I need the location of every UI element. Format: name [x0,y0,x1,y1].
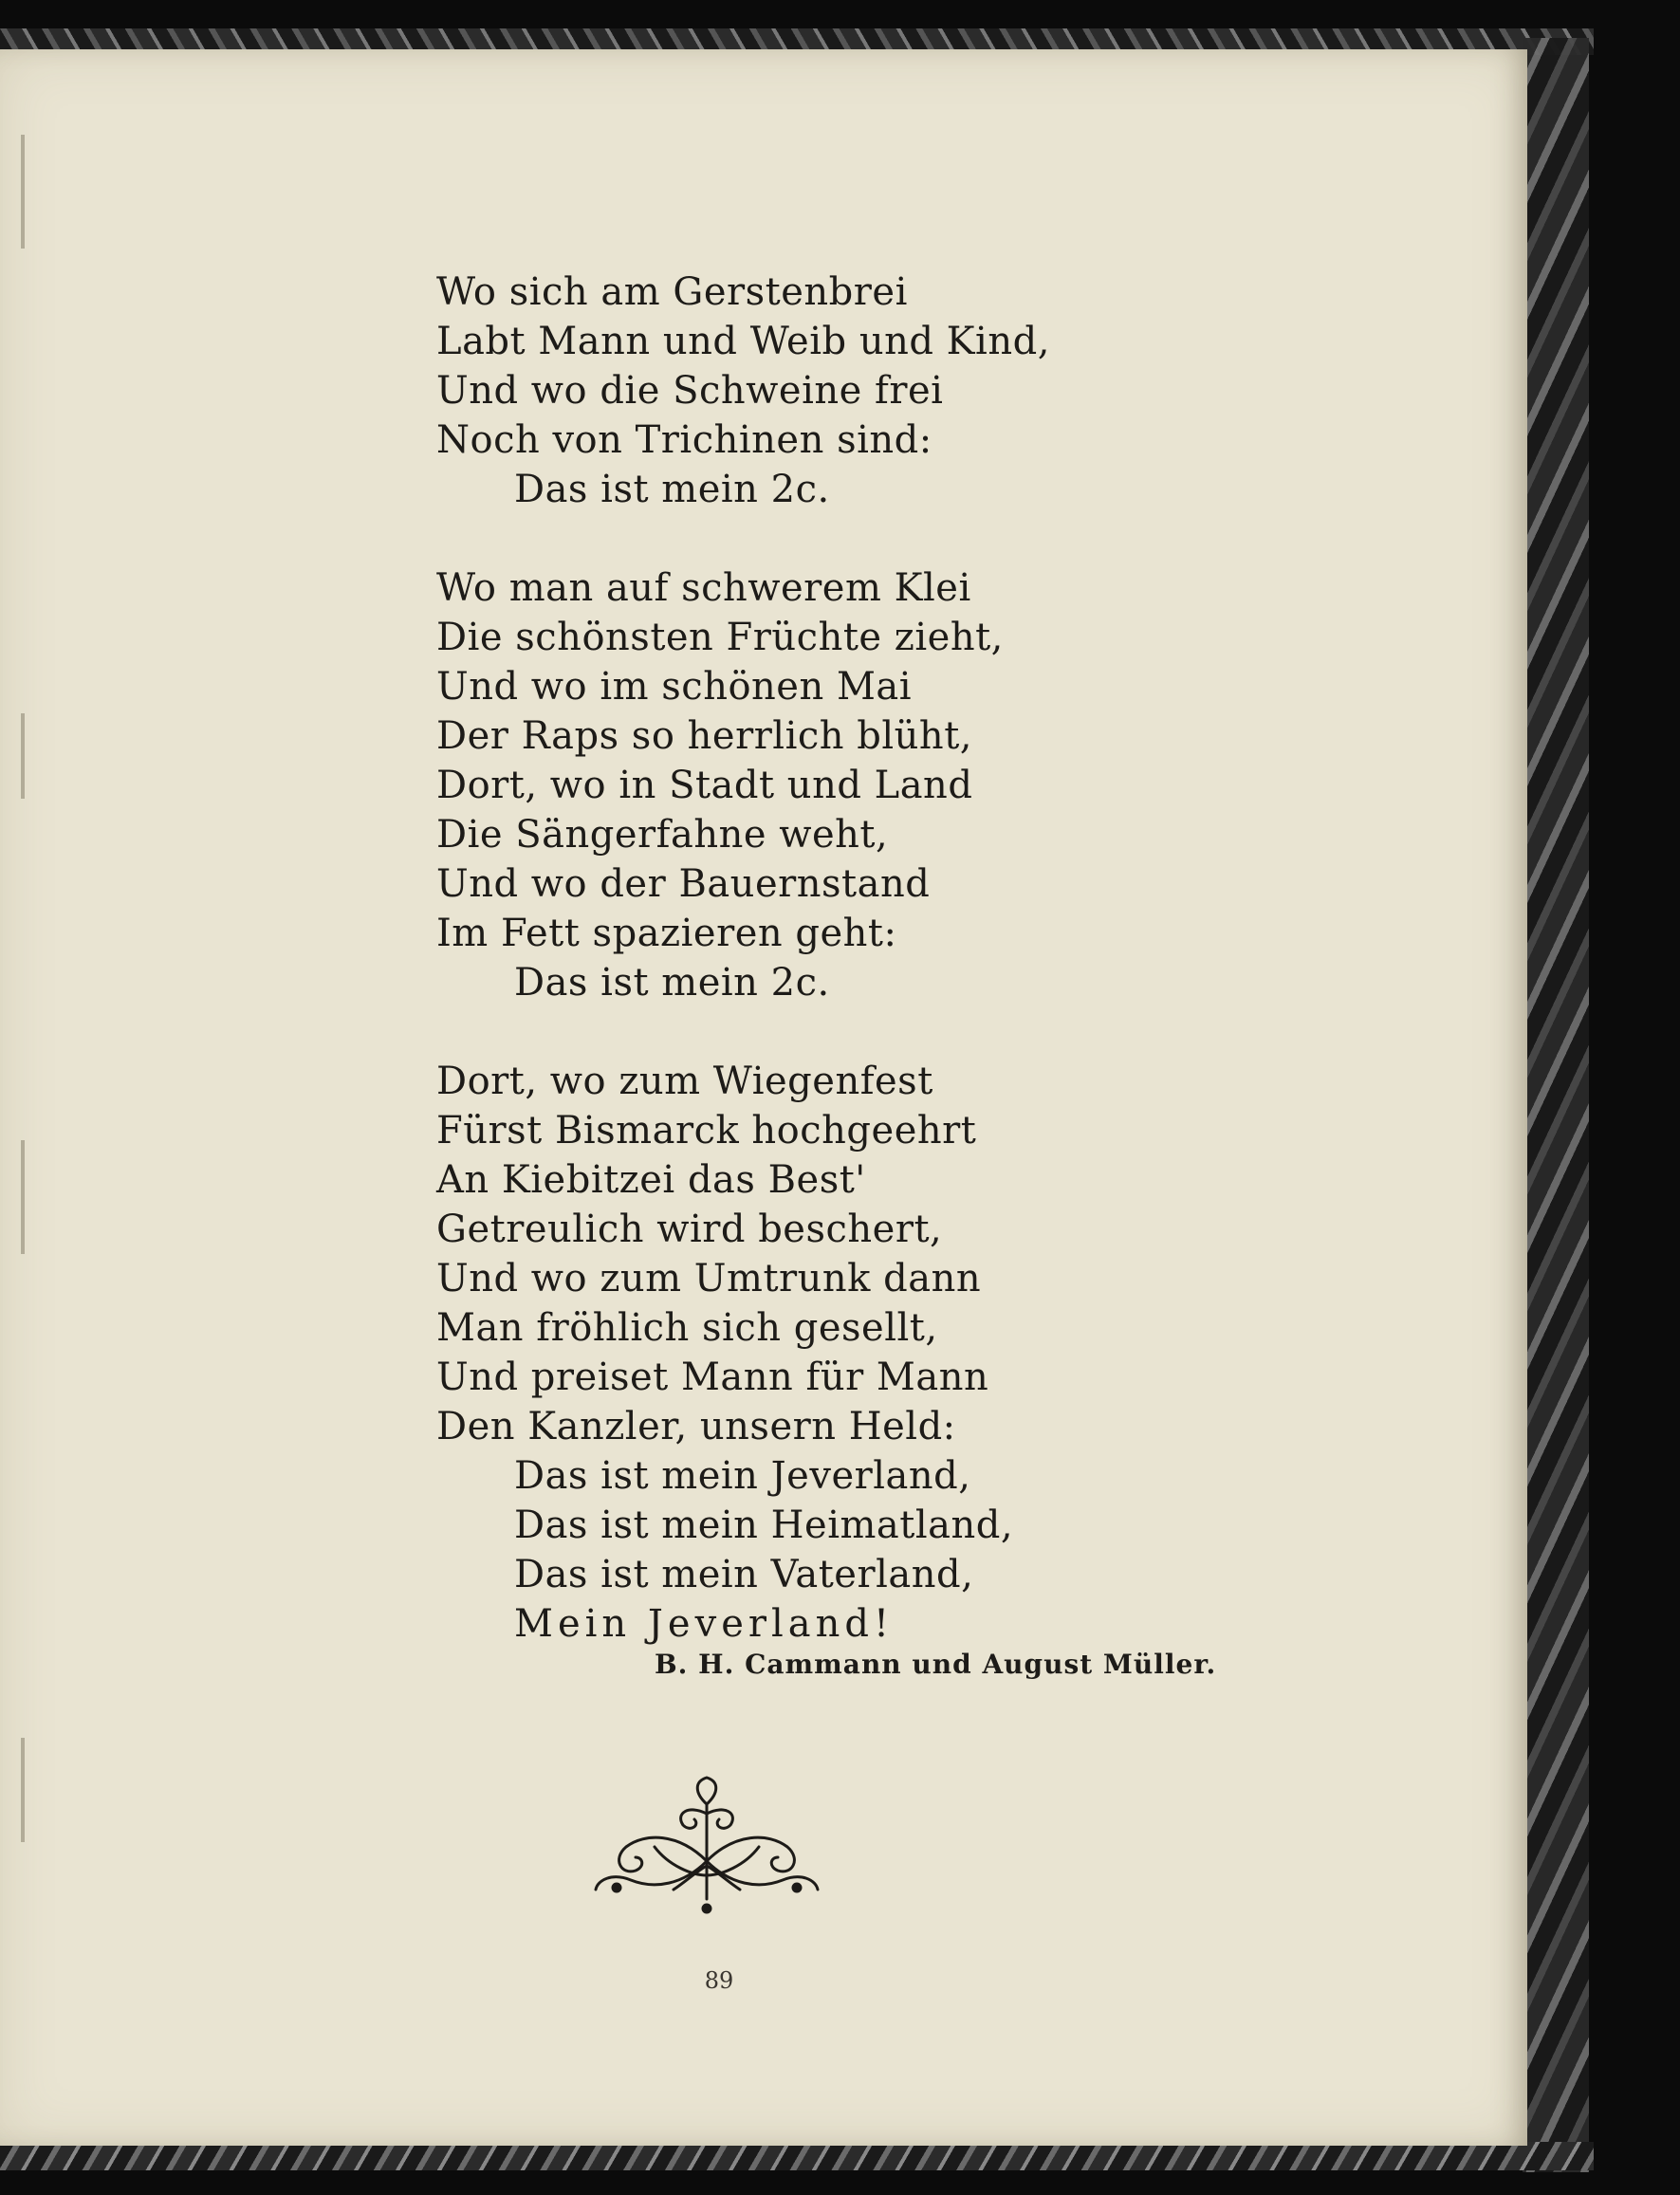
poem-line: Die Sängerfahne weht, [436,813,889,857]
poem-line: Und wo im schönen Mai [436,665,913,709]
poem-line: Fürst Bismarck hochgeehrt [436,1109,977,1153]
poem-line: Die schönsten Früchte zieht, [436,616,1004,659]
poem-line: Wo sich am Gerstenbrei [436,270,908,314]
binding-stitch-mark [21,1140,25,1254]
poem-line: Dort, wo zum Wiegenfest [436,1060,933,1103]
poem-line: Und wo zum Umtrunk dann [436,1257,982,1300]
poem-line: Labt Mann und Weib und Kind, [436,320,1050,363]
poem-line: Der Raps so herrlich blüht, [436,714,972,758]
poem-line: Wo man auf schwerem Klei [436,566,971,610]
poem-line: Noch von Trichinen sind: [436,418,932,462]
poem-refrain-line: Das ist mein Vaterland, [514,1553,974,1596]
stanza-1 [436,267,1050,514]
poem-line: Im Fett spazieren geht: [436,912,897,955]
poem-refrain-line: Das ist mein 2c. [514,961,830,1005]
fleuron-ornament [588,1776,825,1918]
author-credit: B. H. Cammann und August Müller. [655,1649,1217,1680]
poem-refrain-line: Das ist mein Heimatland, [514,1503,1014,1547]
stanza-3 [436,1057,1050,1649]
poem-line: Und wo der Bauernstand [436,862,931,906]
binding-stitch-mark [21,1738,25,1842]
poem-line: Man fröhlich sich gesellt, [436,1306,938,1350]
poem-line: Und wo die Schweine frei [436,369,944,413]
poem-line: Und preiset Mann für Mann [436,1356,989,1399]
poem-line: Dort, wo in Stadt und Land [436,764,973,807]
poem-final-line: Mein Jeverland! [514,1602,895,1646]
binding-stitch-mark [21,713,25,799]
poem-line: Den Kanzler, unsern Held: [436,1405,956,1448]
marbled-cover-bottom-edge [0,2142,1594,2170]
page-sheet [0,49,1527,2146]
poem-refrain-line: Das ist mein 2c. [514,468,830,511]
page-number: 89 [704,1967,734,1994]
marbled-cover-right-edge [1523,38,1589,2172]
poem-line: An Kiebitzei das Best' [436,1158,866,1202]
poem-line: Getreulich wird beschert, [436,1208,943,1251]
binding-stitch-mark [21,135,25,249]
poem-refrain-line: Das ist mein Jeverland, [514,1454,971,1498]
stanza-2 [436,563,1050,1007]
poem [436,267,1050,1649]
